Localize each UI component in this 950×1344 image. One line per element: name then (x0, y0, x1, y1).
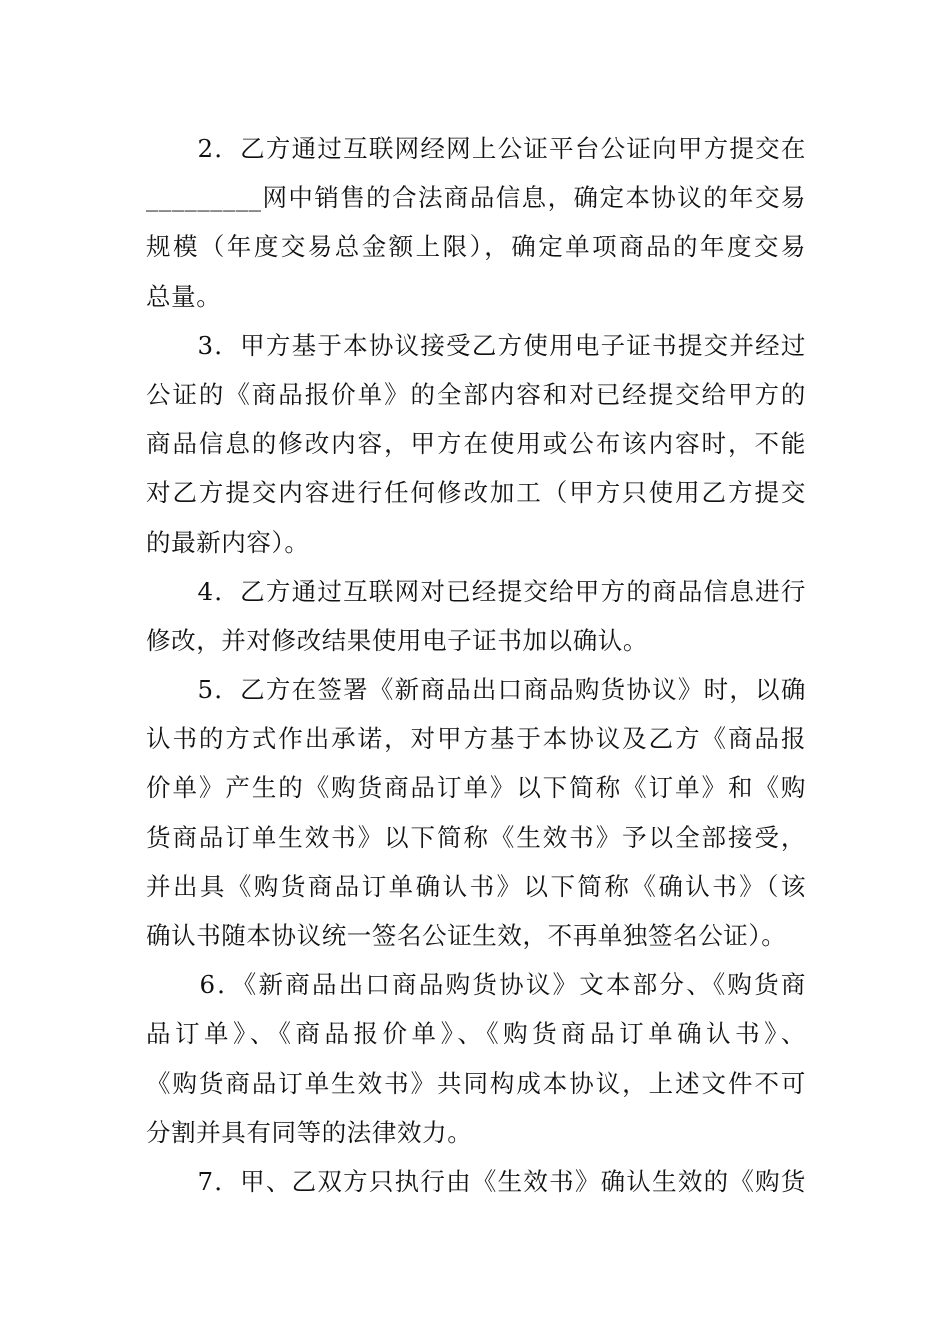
text-line: 4．乙方通过互联网对已经提交给甲方的商品信息进行 (146, 576, 806, 606)
text-line: 认书的方式作出承诺，对甲方基于本协议及乙方《商品报 (146, 724, 806, 754)
text-line: 货商品订单生效书》以下简称《生效书》予以全部接受， (146, 822, 806, 852)
text-line: 价单》产生的《购货商品订单》以下简称《订单》和《购 (146, 773, 806, 803)
text-line: 2．乙方通过互联网经网上公证平台公证向甲方提交在 (146, 134, 806, 163)
text-line: 6．《新商品出口商品购货协议》文本部分、《购货商 (146, 970, 806, 1000)
text-line: 《购货商品订单生效书》共同构成本协议，上述文件不可 (146, 1068, 806, 1098)
text-line: 的最新内容）。 (146, 527, 310, 557)
text-line: 3．甲方基于本协议接受乙方使用电子证书提交并经过 (146, 330, 806, 360)
text-line: 公证的《商品报价单》的全部内容和对已经提交给甲方的 (146, 379, 806, 409)
text-line: 分割并具有同等的法律效力。 (146, 1117, 473, 1147)
text-line: _________网中销售的合法商品信息，确定本协议的年交易 (146, 183, 806, 213)
text-line: 规模（年度交易总金额上限），确定单项商品的年度交易 (146, 232, 806, 262)
text-line: 7．甲、乙双方只执行由《生效书》确认生效的《购货 (146, 1166, 806, 1196)
text-line: 5．乙方在签署《新商品出口商品购货协议》时，以确 (146, 675, 806, 705)
text-line: 商品信息的修改内容，甲方在使用或公布该内容时，不能 (146, 429, 806, 459)
text-line: 并出具《购货商品订单确认书》以下简称《确认书》（该 (146, 871, 806, 901)
text-line: 确认书随本协议统一签名公证生效，不再单独签名公证）。 (146, 921, 787, 950)
text-line: 品订单》、《商品报价单》、《购货商品订单确认书》、 (146, 1019, 806, 1049)
document-body (146, 124, 806, 1206)
text-line: 总量。 (146, 281, 222, 311)
text-line: 修改，并对修改结果使用电子证书加以确认。 (146, 625, 648, 655)
text-line: 对乙方提交内容进行任何修改加工（甲方只使用乙方提交 (146, 478, 806, 508)
